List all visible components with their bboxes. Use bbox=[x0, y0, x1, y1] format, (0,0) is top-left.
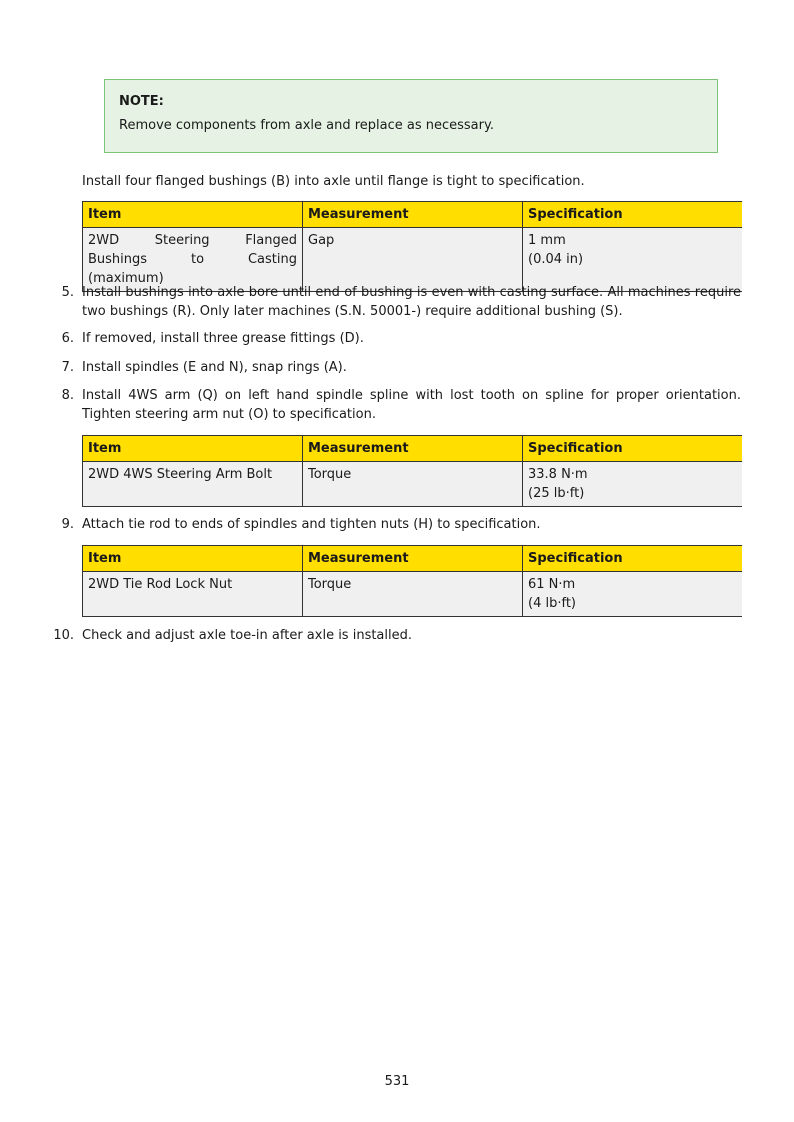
step-number: 10. bbox=[53, 628, 74, 643]
spec-metric: 1 mm bbox=[528, 233, 566, 248]
note-text: Remove components from axle and replace as necessary. bbox=[119, 118, 494, 133]
step-text: Install spindles (E and N), snap rings (A). bbox=[82, 360, 347, 375]
step-number: 9. bbox=[61, 517, 74, 532]
spec-imperial: (4 lb·ft) bbox=[528, 596, 576, 611]
cell-item: 2WD 4WS Steering Arm Bolt bbox=[83, 462, 303, 507]
header-specification: Specification bbox=[523, 546, 742, 572]
header-measurement: Measurement bbox=[303, 546, 523, 572]
note-box bbox=[104, 79, 718, 153]
spec-metric: 33.8 N·m bbox=[528, 467, 588, 482]
table-row bbox=[83, 228, 742, 292]
step-number: 7. bbox=[61, 360, 74, 375]
header-specification: Specification bbox=[523, 436, 742, 462]
table-row bbox=[83, 572, 742, 617]
cell-item: 2WD Steering Flanged Bushings to Casting (maximum) bbox=[83, 228, 303, 292]
header-item: Item bbox=[83, 546, 303, 572]
header-measurement: Measurement bbox=[303, 202, 523, 228]
cell-specification bbox=[523, 572, 742, 617]
header-measurement: Measurement bbox=[303, 436, 523, 462]
spec-imperial: (0.04 in) bbox=[528, 252, 584, 267]
table-header-row bbox=[83, 546, 742, 572]
cell-measurement: Torque bbox=[303, 462, 523, 507]
step-text: Install bushings into axle bore until end of bushing is even with casting surface. All machines require two bushings (R). Only later machines (S.N. 50001-) require additional bushing (S). bbox=[82, 285, 741, 319]
step-text: Attach tie rod to ends of spindles and tighten nuts (H) to specification. bbox=[82, 517, 541, 532]
header-specification: Specification bbox=[523, 202, 742, 228]
note-title: NOTE: bbox=[119, 94, 164, 109]
header-item: Item bbox=[83, 436, 303, 462]
cell-item: 2WD Tie Rod Lock Nut bbox=[83, 572, 303, 617]
spec-imperial: (25 lb·ft) bbox=[528, 486, 585, 501]
cell-measurement: Torque bbox=[303, 572, 523, 617]
table-header-row bbox=[83, 202, 742, 228]
table-header-row bbox=[83, 436, 742, 462]
step-text: Check and adjust axle toe-in after axle is installed. bbox=[82, 628, 413, 643]
step-number: 8. bbox=[61, 388, 74, 403]
step-text: Install 4WS arm (Q) on left hand spindle spline with lost tooth on spline for proper orientation. Tighten steering arm nut (O) to specification. bbox=[82, 388, 741, 422]
cell-specification bbox=[523, 228, 742, 292]
step-number: 5. bbox=[61, 285, 74, 300]
step-number: 6. bbox=[61, 331, 74, 346]
spec-metric: 61 N·m bbox=[528, 577, 576, 592]
spec-table-steering-arm bbox=[82, 435, 742, 507]
spec-table-tie-rod bbox=[82, 545, 742, 617]
step-text: If removed, install three grease fittings (D). bbox=[82, 331, 364, 346]
header-item: Item bbox=[83, 202, 303, 228]
cell-measurement: Gap bbox=[303, 228, 523, 292]
cell-specification bbox=[523, 462, 742, 507]
spec-table-bushings bbox=[82, 201, 742, 292]
table-row bbox=[83, 462, 742, 507]
page-number: 531 bbox=[384, 1074, 410, 1089]
intro-paragraph: Install four flanged bushings (B) into axle until flange is tight to specification. bbox=[82, 174, 585, 189]
